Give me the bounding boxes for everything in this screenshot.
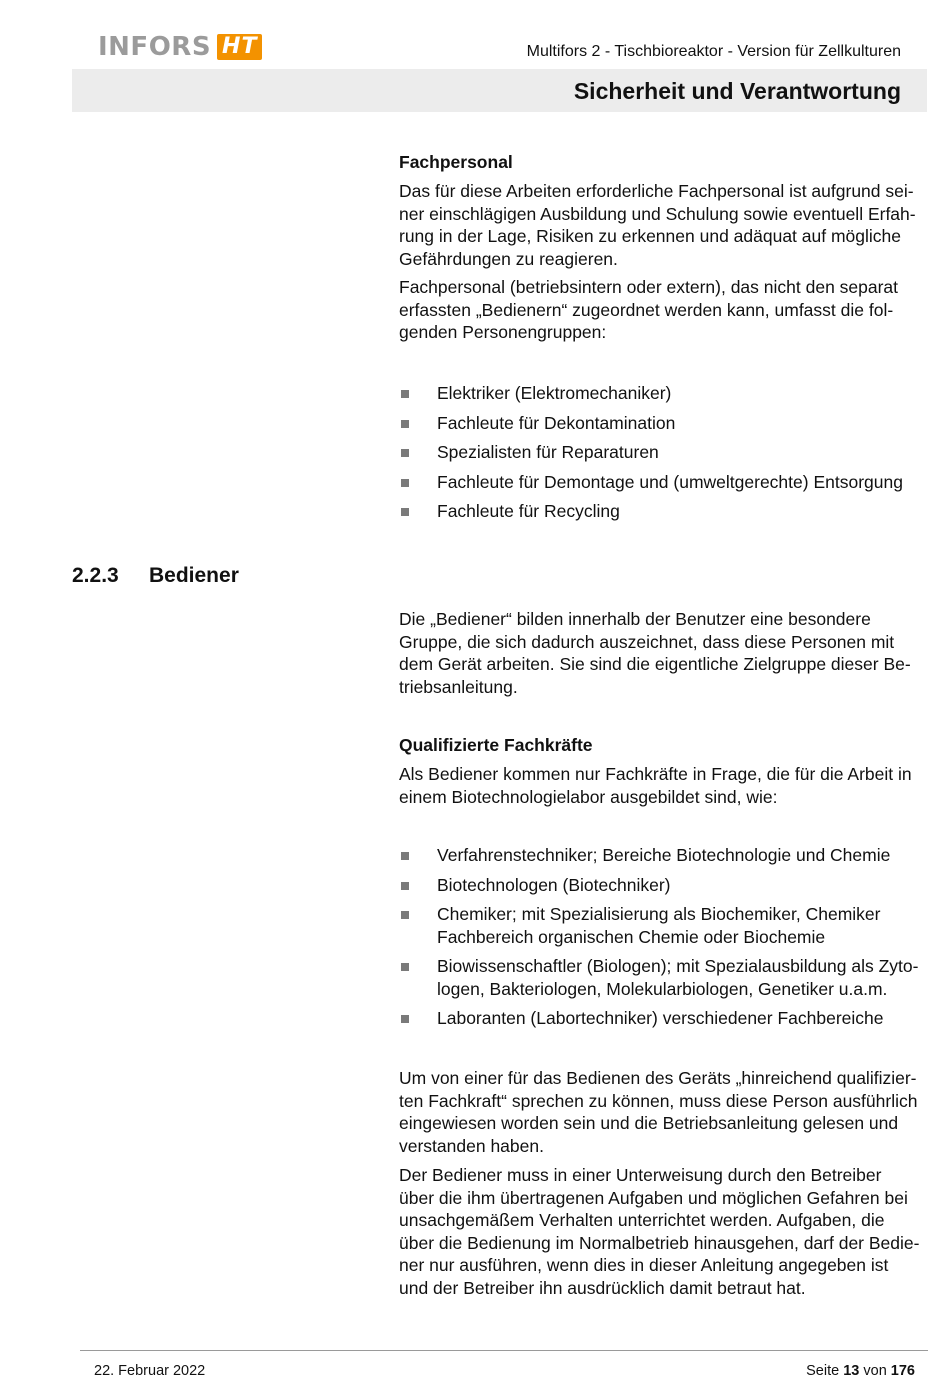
qualifizierte-fachkraefte-section xyxy=(399,734,926,808)
list-item-text: Biowissenschaftler (Biologen); mit Spezialausbildung als Zyto- logen, Bakteriologen, Molekularbiologen, Genetiker u.a.m. xyxy=(437,956,919,999)
list-item-text: Elektriker (Elektromechaniker) xyxy=(437,383,672,403)
section-banner xyxy=(72,69,927,112)
page-prefix: Seite xyxy=(806,1363,840,1379)
document-title: Multifors 2 - Tischbioreaktor - Version für Zellkulturen xyxy=(526,43,901,60)
bullet-square-icon xyxy=(401,479,409,487)
chapter-number: 2.2.3 xyxy=(72,564,119,587)
fachpersonal-list xyxy=(399,382,926,523)
bullet-square-icon xyxy=(401,508,409,516)
fachpersonal-paragraph-1: Das für diese Arbeiten erforderliche Fachpersonal ist aufgrund sei- ner einschlägigen Ausbildung und Schulung sowie eventuell Erfah- rung in der Lage, Risiken zu erkennen und adäquat auf mögliche Gefährdungen zu reagieren. xyxy=(399,181,916,269)
section-title: Sicherheit und Verantwortung xyxy=(573,78,901,104)
fachpersonal-list-wrap xyxy=(399,382,926,530)
instruction-paragraph: Der Bediener muss in einer Unterweisung durch den Betreiber über die ihm übertragenen Aufgaben und möglichen Gefahren bei unsachgemäßem Verhalten unterrichtet werden. Aufgaben, die über die Bedienung im Normalbetrieb hinausgehen, darf der Bedie- ner nur ausführen, wenn dies in dieser Anleitung angegeben ist und der Betreiber ihn ausdrücklich damit betraut hat. xyxy=(399,1165,920,1298)
list-item-text: Chemiker; mit Spezialisierung als Biochemiker, Chemiker Fachbereich organischen Chemie oder Biochemie xyxy=(437,904,881,947)
footer-date: 22. Februar 2022 xyxy=(94,1363,206,1379)
list-item xyxy=(399,441,926,464)
page-total: 176 xyxy=(890,1363,915,1379)
bullet-square-icon xyxy=(401,882,409,890)
infors-ht-logo xyxy=(98,32,262,62)
footer-divider xyxy=(80,1350,928,1351)
list-item xyxy=(399,844,926,867)
list-item xyxy=(399,500,926,523)
page-current: 13 xyxy=(843,1363,860,1379)
list-item-text: Fachleute für Recycling xyxy=(437,501,620,521)
fachpersonal-heading: Fachpersonal xyxy=(399,152,513,172)
list-item-text: Fachleute für Dekontamination xyxy=(437,412,676,433)
page-separator: von xyxy=(863,1363,887,1379)
fachpersonal-section xyxy=(399,151,926,344)
chapter-title: Bediener xyxy=(149,564,239,587)
bediener-qualification-list xyxy=(399,844,926,1030)
page-number xyxy=(806,1363,915,1379)
list-item xyxy=(399,412,926,435)
logo-wordmark: INFORS xyxy=(98,32,212,62)
chapter-heading xyxy=(72,564,239,588)
qualified-definition-paragraph: Um von einer für das Bedienen des Geräts „hinreichend qualifizier- ten Fachkraft“ sprechen zu können, muss diese Person ausführlich eingewiesen worden sein und die Betriebsanleitung gelesen und verstanden haben. xyxy=(399,1068,918,1156)
bullet-square-icon xyxy=(401,1015,409,1023)
bullet-square-icon xyxy=(401,390,409,398)
bullet-square-icon xyxy=(401,449,409,457)
bullet-square-icon xyxy=(401,420,409,428)
list-item xyxy=(399,1007,926,1030)
bediener-list-wrap xyxy=(399,844,926,1037)
list-item xyxy=(399,874,926,897)
bediener-intro-block xyxy=(399,608,926,698)
bediener-closing-section xyxy=(399,1067,926,1299)
qualifizierte-heading: Qualifizierte Fachkräfte xyxy=(399,735,593,755)
list-item-text: Biotechnologen (Biotechniker) xyxy=(437,874,671,895)
fachpersonal-paragraph-2: Fachpersonal (betriebsintern oder extern), das nicht den separat erfassten „Bedienern“ zugeordnet werden kann, umfasst die fol- genden Personengruppen: xyxy=(399,277,899,342)
bullet-square-icon xyxy=(401,911,409,919)
bullet-square-icon xyxy=(401,963,409,971)
bullet-square-icon xyxy=(401,852,409,860)
bediener-intro: Die „Bediener“ bilden innerhalb der Benutzer eine besondere Gruppe, die sich dadurch auszeichnet, dass diese Personen mit dem Gerät arbeiten. Sie sind die eigentliche Zielgruppe dieser Be- triebsanleitung. xyxy=(399,609,911,697)
list-item-text: Laboranten (Labortechniker) verschiedener Fachbereiche xyxy=(437,1008,884,1028)
list-item-text: Fachleute für Demontage und (umweltgerechte) Entsorgung xyxy=(437,471,903,492)
list-item xyxy=(399,955,926,1000)
list-item xyxy=(399,903,926,948)
list-item-text: Verfahrenstechniker; Bereiche Biotechnologie und Chemie xyxy=(437,845,891,865)
logo-ht-mark: HT xyxy=(217,34,262,60)
list-item-text: Spezialisten für Reparaturen xyxy=(437,442,659,462)
list-item xyxy=(399,382,926,405)
list-item xyxy=(399,471,926,494)
qualifizierte-paragraph: Als Bediener kommen nur Fachkräfte in Frage, die für die Arbeit in einem Biotechnologielabor ausgebildet sind, wie: xyxy=(399,764,912,807)
